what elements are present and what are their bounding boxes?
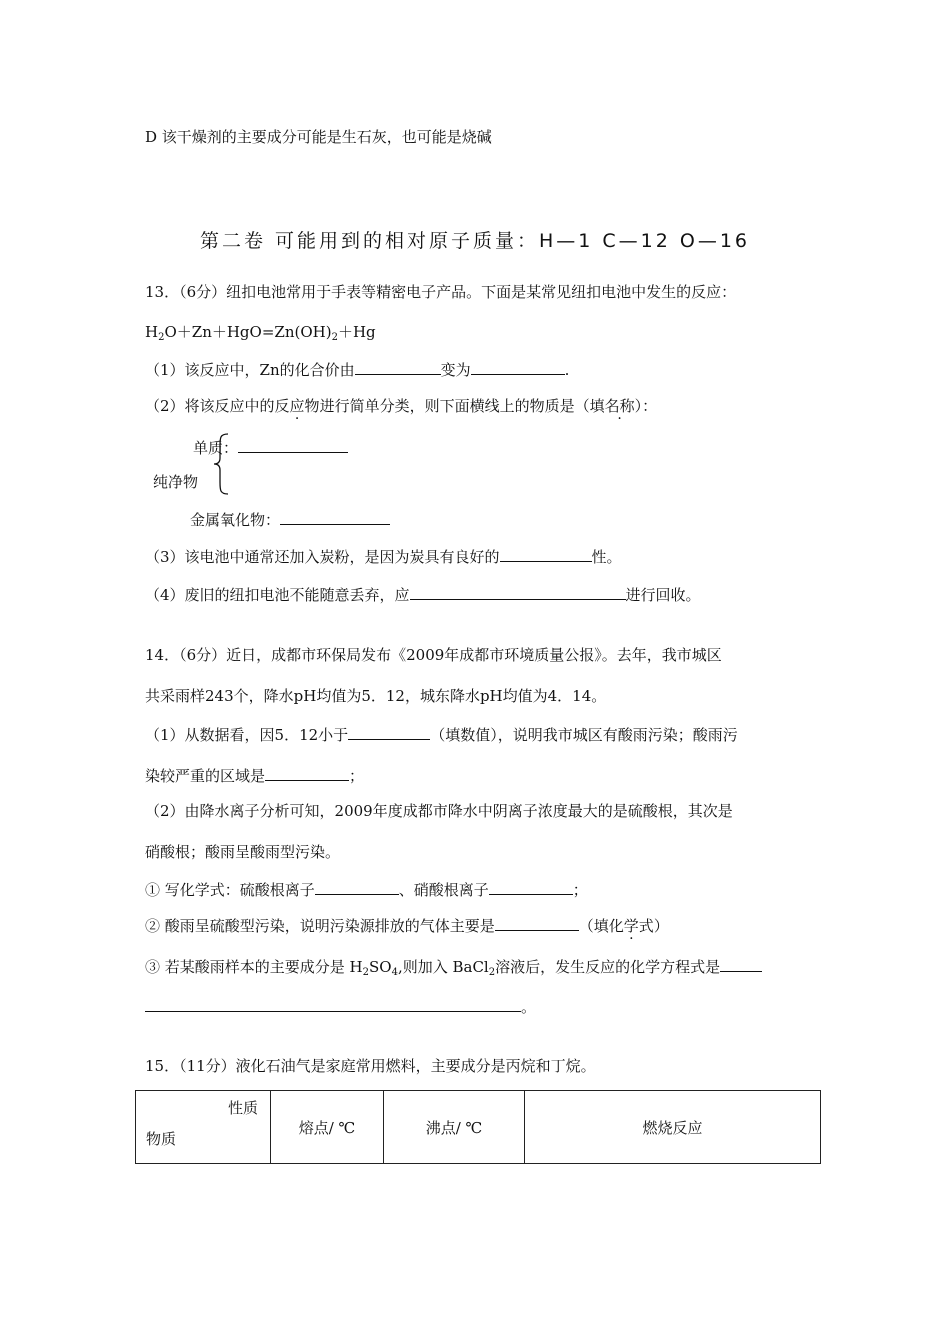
q14-sub3: ③ 若某酸雨样本的主要成分是 $H_2SO_4$,则加入 BaCl$_2$溶液后，发生反应的化学方程式是: [145, 955, 762, 983]
answer-blank[interactable]: [410, 583, 626, 600]
q14-sub1: ① 写化学式：硫酸根离子 、硝酸根离子 ；: [145, 878, 588, 900]
answer-blank[interactable]: [348, 723, 430, 740]
q13-element-row: 单质：: [193, 436, 348, 458]
emphasis-text: 名称: [604, 397, 635, 415]
emphasis-text: 化学式: [608, 917, 654, 935]
answer-blank[interactable]: [500, 545, 592, 562]
q15-stem: 15．（11分）液化石油气是家庭常用燃料，主要成分是丙烷和丁烷。: [145, 1057, 596, 1075]
q13-part3: （3）该电池中通常还加入炭粉，是因为炭具有良好的 性。: [145, 545, 622, 567]
q14-part1: （1）从数据看，因5．12小于 （填数值），说明我市城区有酸雨污染；酸雨污: [145, 723, 738, 745]
emphasis-text: 反应物: [274, 397, 320, 415]
q14-sub3-cont: 。: [145, 995, 536, 1017]
answer-blank[interactable]: [720, 955, 762, 972]
q13-equation: $H_2O+Zn+HgO=Zn(OH)_2+Hg$: [145, 323, 376, 343]
q13-part2: （2）将该反应中的反应物进行简单分类，则下面横线上的物质是（填名称）：: [145, 397, 658, 415]
brace-icon: [212, 432, 232, 496]
table-header-row: [136, 1091, 821, 1164]
q13-part4: （4）废旧的纽扣电池不能随意丢弃，应 进行回收。: [145, 583, 701, 605]
section-title: 第二卷 可能用到的相对原子质量：H—1 C—12 O—16: [199, 230, 751, 252]
answer-blank[interactable]: [489, 878, 573, 895]
q14-part2: （2）由降水离子分析可知，2009年度成都市降水中阴离子浓度最大的是硫酸根，其次是: [145, 802, 733, 820]
answer-blank[interactable]: [315, 878, 399, 895]
q14-stem-2: 共采雨样243个，降水pH均值为5．12，城东降水pH均值为4．14。: [145, 687, 607, 705]
option-d: D 该干燥剂的主要成分可能是生石灰，也可能是烧碱: [145, 128, 492, 146]
answer-blank[interactable]: [265, 764, 349, 781]
table-header-boiling: 沸点/ ℃: [384, 1091, 525, 1164]
q13-pure-substance: 纯净物: [153, 473, 199, 491]
q13-part1: （1）该反应中，Zn的化合价由 变为 .: [145, 358, 569, 380]
q14-sub2: ② 酸雨呈硫酸型污染，说明污染源排放的气体主要是 （填化学式）: [145, 914, 669, 936]
answer-blank[interactable]: [280, 508, 390, 525]
q14-part1-cont: 染较严重的区域是 ；: [145, 764, 364, 786]
table-header-melting: 熔点/ ℃: [271, 1091, 384, 1164]
answer-blank[interactable]: [495, 914, 579, 931]
q14-stem-1: 14．（6分）近日，成都市环保局发布《2009年成都市环境质量公报》。去年，我市城区: [145, 646, 722, 664]
q14-part2-cont: 硝酸根；酸雨呈酸雨型污染。: [145, 843, 341, 861]
answer-blank[interactable]: [238, 436, 348, 453]
q13-stem: 13．（6分）纽扣电池常用于手表等精密电子产品。下面是某常见纽扣电池中发生的反应：: [145, 283, 737, 301]
table-header-combustion: 燃烧反应: [525, 1091, 821, 1164]
properties-table: [135, 1090, 821, 1164]
answer-blank[interactable]: [471, 358, 565, 375]
table-corner-cell: 性质 物质: [136, 1091, 271, 1164]
answer-blank[interactable]: [355, 358, 441, 375]
q13-oxide-row: 金属氧化物：: [190, 508, 390, 530]
answer-blank[interactable]: [145, 995, 521, 1012]
